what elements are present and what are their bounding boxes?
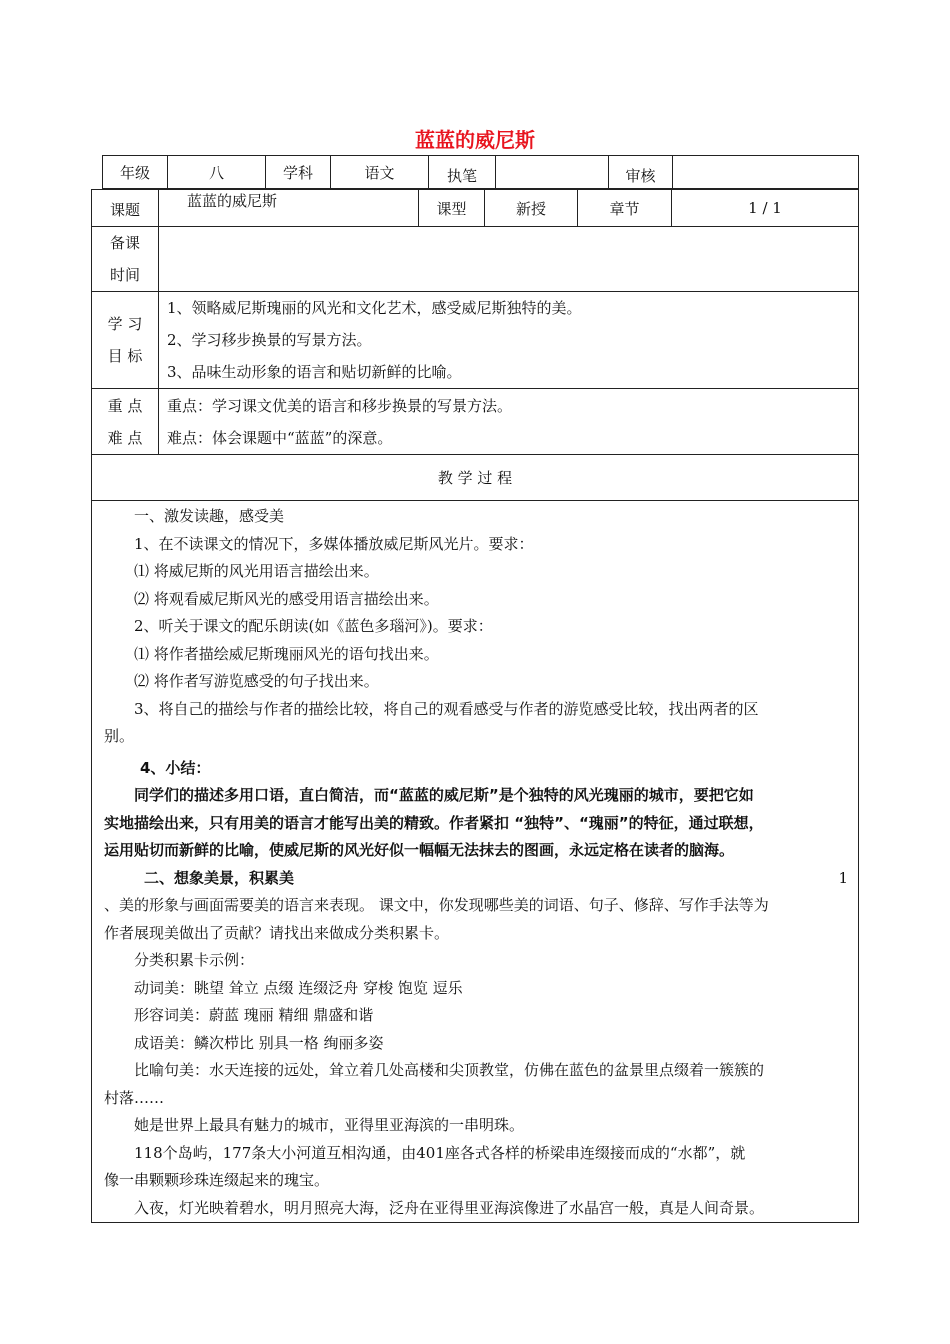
summary-line: 实地描绘出来，只有用美的语言才能写出美的精致。作者紧扣 “独特”、“瑰丽”的特征，通过联想， [104, 813, 764, 832]
process-line: 3、将自己的描绘与作者的描绘比较，将自己的观看感受与作者的游览感受比较，找出两者的区 [134, 699, 759, 718]
example-cont: 像一串颗颗珍珠连缀起来的瑰宝。 [104, 1171, 330, 1189]
process-heading: 教 学 过 程 [92, 455, 859, 501]
subject-value: 语文 [331, 156, 429, 189]
summary-title: 4、小结： [140, 758, 211, 777]
process-line: ⑴ 将作者描绘威尼斯瑰丽风光的语句找出来。 [134, 644, 439, 663]
summary-line: 同学们的描述多用口语，直白简洁，而“蓝蓝的威尼斯”是个独特的风光瑰丽的城市，要把它如 [134, 786, 754, 804]
card-line: 成语美：鳞次栉比 别具一格 绚丽多姿 [134, 1033, 384, 1052]
chapter-value: 1 / 1 [672, 190, 859, 227]
summary-line: 运用贴切而新鲜的比喻，使威尼斯的风光好似一幅幅无法抹去的图画，永远定格在读者的脑海。 [104, 841, 735, 859]
process-line: ⑴ 将威尼斯的风光用语言描绘出来。 [134, 562, 379, 580]
topic-value: 蓝蓝的威尼斯 [159, 190, 419, 227]
key-points-label [92, 389, 159, 455]
example-line: 她是世界上最具有魅力的城市，亚得里亚海滨的一串明珠。 [134, 1116, 525, 1134]
last-line: 入夜，灯光映着碧水，明月照亮大海，泛舟在亚得里亚海滨像进了水晶宫一般，真是人间奇景。 [134, 1198, 765, 1217]
key-point: 重点：学习课文优美的语言和移步换景的写景方法。 [167, 396, 513, 415]
chapter-label: 章节 [578, 190, 672, 227]
process-line: ⑵ 将作者写游览感受的句子找出来。 [134, 672, 379, 690]
section2-line: 、美的形象与画面需要美的语言来表现。 课文中，你发现哪些美的词语、句子、修辞、写作手法等为 [104, 896, 769, 914]
objective-item: 1、领略威尼斯瑰丽的风光和文化艺术，感受威尼斯独特的美。 [167, 299, 582, 317]
writer-label: 执笔 [429, 156, 496, 189]
prep-time-label-1: 备课 [109, 234, 140, 252]
type-label: 课型 [419, 190, 485, 227]
objective-item: 3、品味生动形象的语言和贴切新鲜的比喻。 [167, 363, 462, 381]
process-line: 别。 [104, 727, 135, 745]
process-line: 一、激发读趣，感受美 [134, 507, 285, 525]
topic-label: 课题 [92, 190, 159, 227]
header-table [102, 155, 859, 189]
prep-time-label [92, 227, 159, 292]
lesson-plan-table [91, 189, 859, 1223]
section2-title: 二、想象美景，积累美 [144, 868, 295, 887]
review-label: 审核 [609, 156, 673, 189]
card-line: 比喻句美：水天连接的远处，耸立着几处高楼和尖顶教堂，仿佛在蓝色的盆景里点缀着一簇簇的 [134, 1061, 765, 1079]
document-title: 蓝蓝的威尼斯 [415, 128, 535, 152]
objective-item: 2、学习移步换景的写景方法。 [167, 331, 372, 349]
process-line: 1、在不读课文的情况下，多媒体播放威尼斯风光片。要求： [134, 534, 534, 553]
process-body [92, 501, 859, 1223]
difficult-point: 难点：体会课题中“蓝蓝”的深意。 [167, 428, 393, 447]
card-line: 分类积累卡示例： [134, 951, 255, 969]
grade-value: 八 [168, 156, 266, 189]
key-points-label-1: 重 点 [107, 396, 143, 415]
review-value [673, 156, 859, 189]
subject-label: 学科 [266, 156, 331, 189]
card-cont: 村落…… [104, 1088, 165, 1107]
key-points-content [159, 389, 859, 455]
page-number: 1 [838, 868, 848, 887]
grade-label: 年级 [103, 156, 168, 189]
card-line: 形容词美：蔚蓝 瑰丽 精细 鼎盛和谐 [134, 1006, 374, 1024]
writer-value [496, 156, 609, 189]
type-value: 新授 [485, 190, 578, 227]
objectives-list [159, 292, 859, 389]
objectives-label-1: 学 习 [107, 315, 143, 333]
process-line: ⑵ 将观看威尼斯风光的感受用语言描绘出来。 [134, 589, 439, 608]
example-line: 118个岛屿，177条大小河道互相沟通，由401座各式各样的桥梁串连缀接而成的“水都”，就 [134, 1143, 746, 1162]
process-line: 2、听关于课文的配乐朗读(如《蓝色多瑙河》)。要求： [134, 617, 493, 635]
key-points-label-2: 难 点 [107, 428, 143, 447]
objectives-label-2: 目 标 [107, 347, 143, 365]
card-line: 动词美：眺望 耸立 点缀 连缀泛舟 穿梭 饱览 逗乐 [134, 978, 463, 997]
objectives-label [92, 292, 159, 389]
prep-time-label-2: 时间 [109, 266, 140, 284]
prep-time-value [159, 227, 859, 292]
section2-line: 作者展现美做出了贡献？请找出来做成分类积累卡。 [104, 923, 450, 942]
